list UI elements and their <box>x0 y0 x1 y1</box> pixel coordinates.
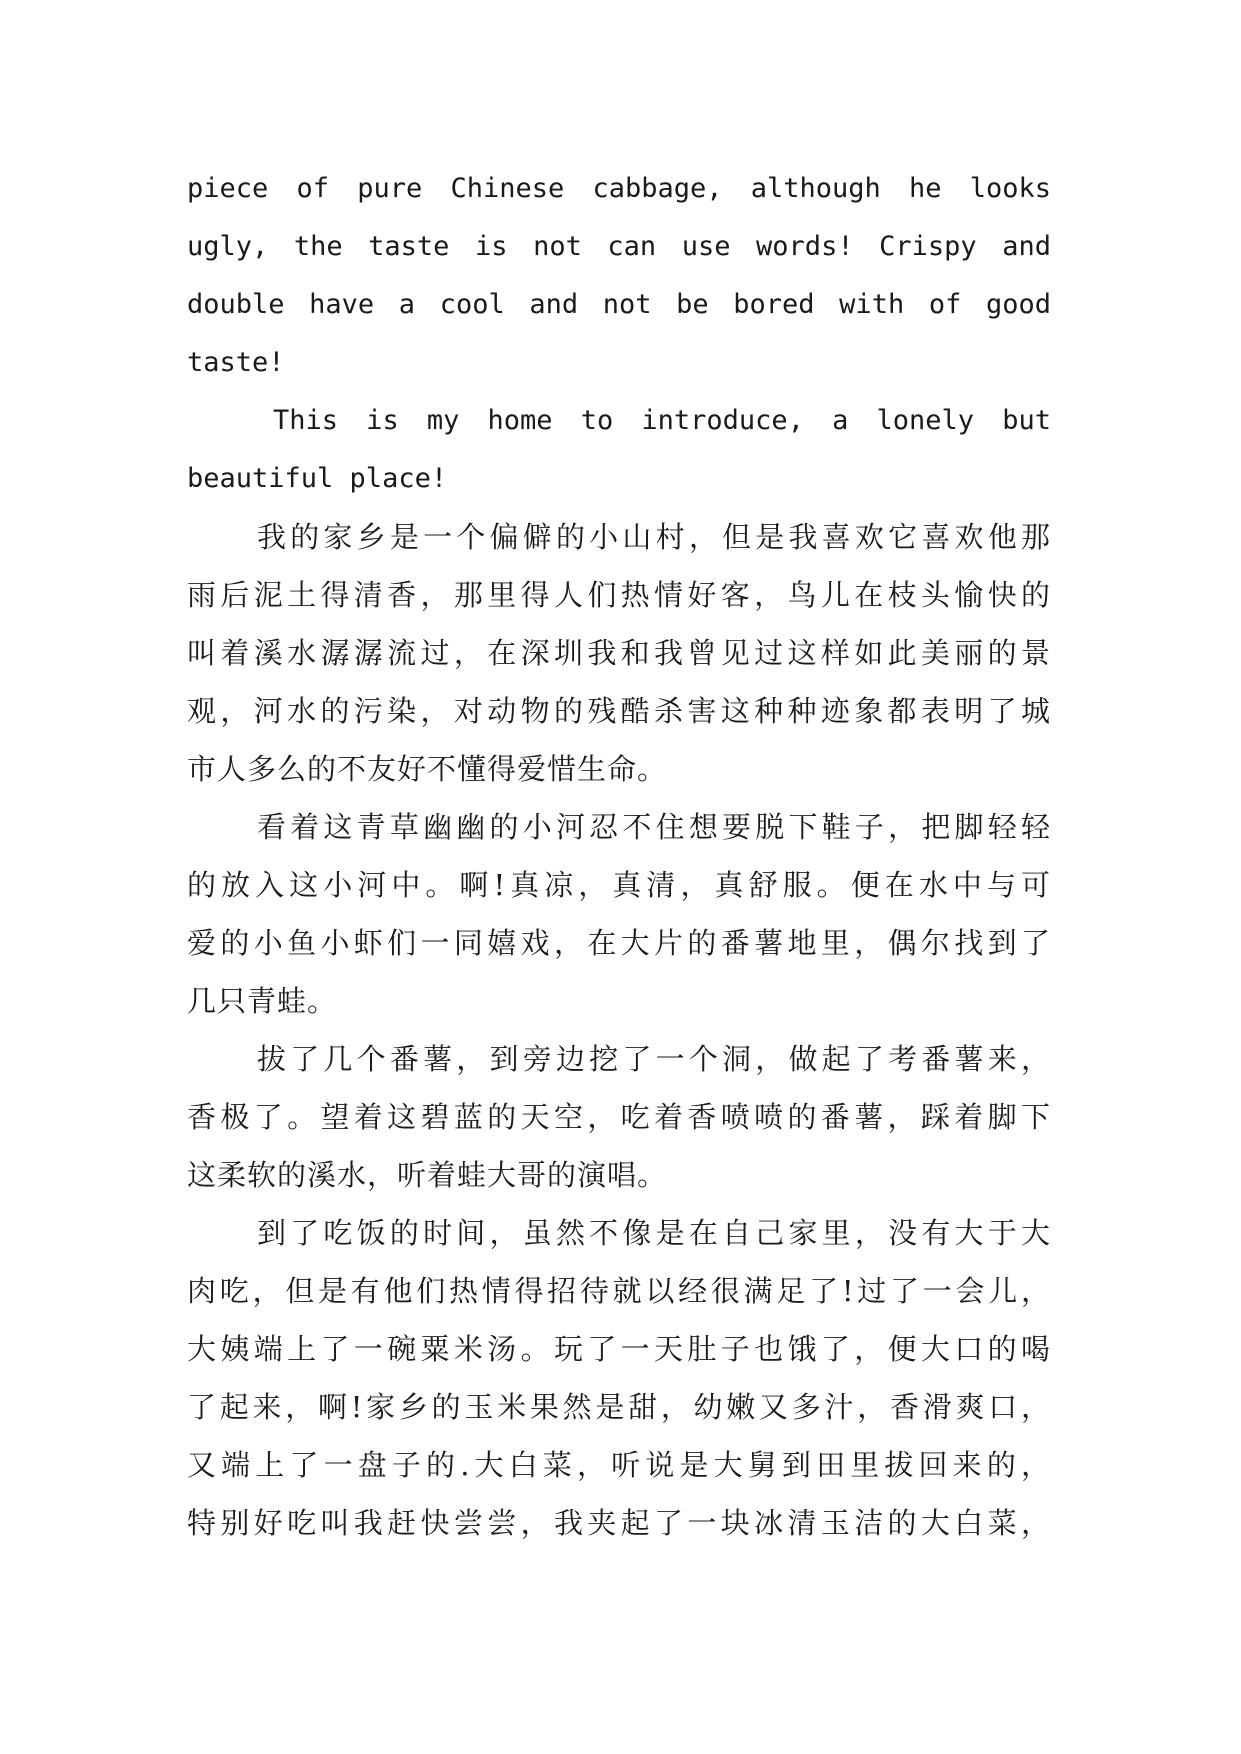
text-line: 大姨端上了一碗粟米汤。玩了一天肚子也饿了，便大口的喝 <box>187 1332 1051 1366</box>
text-line: 观，河水的污染，对动物的残酷杀害这种种迹象都表明了城 <box>187 694 1051 728</box>
text-line: 雨后泥土得清香，那里得人们热情好客，鸟儿在枝头愉快的 <box>187 578 1051 612</box>
text-line: double have a cool and not be bored with of good <box>187 289 1051 320</box>
text-line: 肉吃，但是有他们热情得招待就以经很满足了!过了一会儿， <box>187 1274 1051 1308</box>
text-line: 拔了几个番薯，到旁边挖了一个洞，做起了考番薯来， <box>257 1042 1051 1076</box>
text-line: 的放入这小河中。啊!真凉，真清，真舒服。便在水中与可 <box>187 868 1051 902</box>
text-line: 又端上了一盘子的.大白菜，听说是大舅到田里拔回来的， <box>187 1448 1051 1482</box>
text-line: 这柔软的溪水，听着蛙大哥的演唱。 <box>187 1158 668 1192</box>
text-line: piece of pure Chinese cabbage, although he looks <box>187 173 1051 204</box>
text-line: 市人多么的不友好不懂得爱惜生命。 <box>187 752 668 786</box>
text-line: 特别好吃叫我赶快尝尝，我夹起了一块冰清玉洁的大白菜， <box>187 1506 1051 1540</box>
text-line: taste! <box>187 347 285 378</box>
text-line: 看着这青草幽幽的小河忍不住想要脱下鞋子，把脚轻轻 <box>257 810 1051 844</box>
text-line: ugly, the taste is not can use words! Crispy and <box>187 231 1051 262</box>
text-line: 我的家乡是一个偏僻的小山村，但是我喜欢它喜欢他那 <box>257 520 1051 554</box>
text-line: beautiful place! <box>187 463 448 494</box>
text-line: 几只青蛙。 <box>187 984 338 1018</box>
text-line: 香极了。望着这碧蓝的天空，吃着香喷喷的番薯，踩着脚下 <box>187 1100 1051 1134</box>
text-line: This is my home to introduce, a lonely but <box>273 405 1051 436</box>
text-line: 到了吃饭的时间，虽然不像是在自己家里，没有大于大 <box>257 1216 1051 1250</box>
document-body <box>187 160 1051 1552</box>
text-line: 爱的小鱼小虾们一同嬉戏，在大片的番薯地里，偶尔找到了 <box>187 926 1051 960</box>
text-line: 了起来，啊!家乡的玉米果然是甜，幼嫩又多汁，香滑爽口， <box>187 1390 1051 1424</box>
text-line: 叫着溪水潺潺流过，在深圳我和我曾见过这样如此美丽的景 <box>187 636 1051 670</box>
